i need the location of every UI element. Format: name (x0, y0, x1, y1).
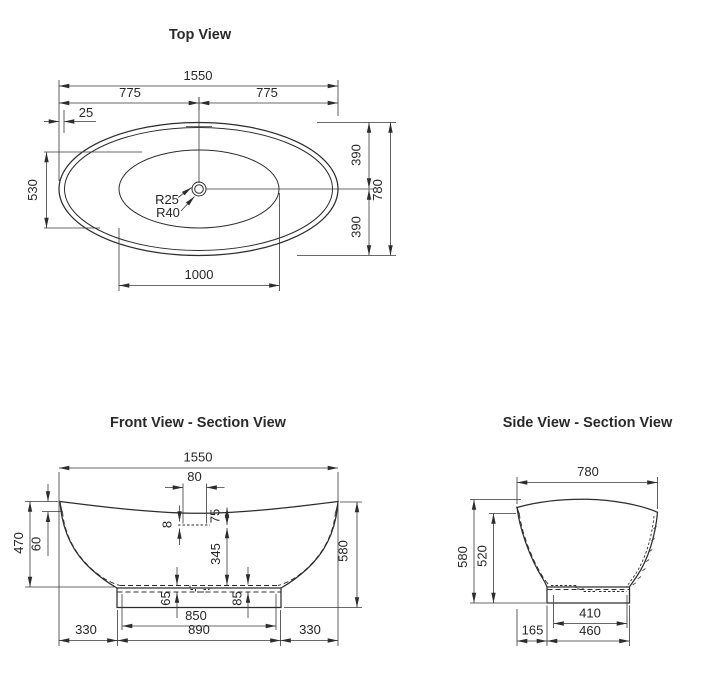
side-rim-curve (517, 499, 658, 512)
dim-text: 65 (158, 591, 173, 606)
side-view-title: Side View - Section View (502, 415, 673, 431)
front-view (11, 415, 362, 646)
dim-top-530 (25, 152, 142, 228)
dim-text: 530 (25, 179, 40, 201)
front-left-inner-wall-hidden (63, 512, 121, 586)
dim-top-780 (370, 123, 391, 256)
dim-text: 345 (208, 543, 223, 565)
front-view-title: Front View - Section View (110, 415, 286, 431)
dim-text: 165 (521, 622, 544, 638)
dim-text: 390 (348, 216, 364, 238)
dim-top-390-upper (317, 123, 396, 189)
dim-text: 780 (370, 179, 385, 201)
dim-side-520 (475, 514, 517, 604)
dim-text: 1550 (183, 449, 213, 465)
dim-text: 60 (28, 536, 44, 552)
dim-text: 775 (256, 85, 278, 100)
side-right-wall (629, 512, 657, 587)
dim-text: 520 (474, 545, 490, 567)
dim-front-60 (29, 484, 63, 556)
dim-text: 8 (159, 520, 175, 529)
dim-top-1550 (59, 68, 338, 181)
dim-text: 780 (577, 464, 599, 479)
front-rim-curve (60, 502, 338, 514)
dim-text: R25 (155, 192, 179, 207)
dim-text: 80 (187, 469, 202, 484)
front-left-wall (60, 502, 117, 589)
side-left-inner-wall-hidden (519, 514, 548, 585)
dim-text: 330 (75, 622, 97, 637)
front-drain-recess-hidden (190, 586, 209, 593)
dim-top-775-right (199, 85, 338, 103)
dim-text: 85 (229, 591, 245, 606)
dim-text: 390 (348, 144, 364, 166)
front-right-inner-wall-hidden (278, 512, 336, 586)
top-view-title: Top View (168, 27, 232, 43)
dim-side-165 (517, 609, 547, 646)
drain-inner-circle (195, 185, 204, 194)
dim-text: 580 (335, 540, 351, 562)
dim-top-25 (44, 105, 96, 133)
dim-text: 580 (455, 546, 470, 568)
dim-text: 1000 (184, 267, 214, 282)
dim-front-330-left (59, 622, 118, 641)
dim-front-65 (158, 567, 177, 618)
dim-front-330-right (281, 622, 339, 641)
top-view (25, 27, 396, 291)
dim-text: 470 (11, 532, 26, 554)
dim-text: 75 (207, 508, 223, 524)
dim-front-75 (208, 508, 228, 526)
dim-text: 850 (185, 608, 207, 623)
front-base (117, 588, 281, 608)
dim-text: 460 (579, 623, 601, 638)
drain-outer-circle (192, 182, 206, 196)
dim-front-580 (284, 502, 362, 608)
dim-text: 25 (78, 105, 94, 120)
dim-front-85 (230, 567, 249, 618)
front-right-wall (281, 502, 338, 589)
dim-text: R40 (156, 205, 180, 220)
dim-top-1000 (119, 193, 280, 291)
side-left-wall (517, 508, 547, 588)
side-view (455, 415, 673, 646)
dim-text: 890 (188, 622, 210, 637)
dim-side-580 (455, 500, 546, 604)
dim-text: 330 (299, 622, 321, 637)
dim-text: 775 (119, 85, 141, 100)
dim-text: 410 (579, 605, 601, 621)
dim-front-345 (208, 528, 227, 585)
dim-text: 1550 (183, 68, 213, 83)
